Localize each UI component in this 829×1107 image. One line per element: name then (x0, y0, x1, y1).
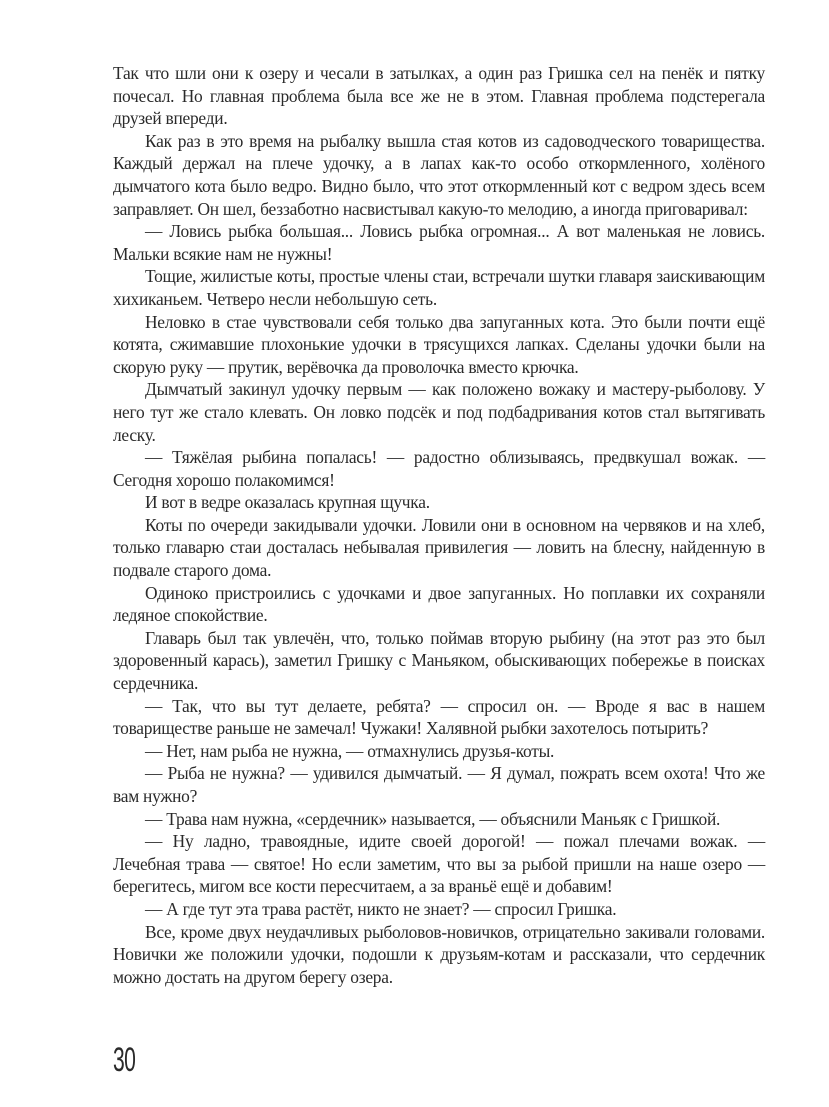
paragraph: — Нет, нам рыба не нужна, — отмахнулись друзья-коты. (145, 740, 555, 761)
page-text-body (113, 62, 765, 988)
paragraph: И вот в ведре оказалась крупная щучка. (145, 492, 430, 513)
paragraph: Как раз в это время на рыбалку вышла стая котов из садоводческого товарищества. Каждый держал на плече удочку, а в лапах как-то особо откормленного, холёного дымчатого кота было ведро. Видно было, что этот откормленный кот с ведром здесь всем заправляет. Он шел, беззаботно насвистывал какую-то мелодию, а иногда приговаривал: (113, 130, 765, 219)
paragraph: Тощие, жилистые коты, простые члены стаи, встречали шутки главаря заискивающим хихиканьем. Четверо несли небольшую сеть. (113, 266, 765, 309)
paragraph: Неловко в стае чувствовали себя только два запуганных кота. Это были почти ещё котята, сжимавшие плохонькие удочки в трясущихся лапках. Сделаны удочки были на скорую руку — прутик, верёвочка да проволочка вместо крючка. (113, 311, 765, 377)
paragraph: — Ловись рыбка большая... Ловись рыбка огромная... А вот маленькая не ловись. Мальки всякие нам не нужны! (113, 221, 765, 264)
paragraph: — Ну ладно, травоядные, идите своей дорогой! — пожал плечами вожак. — Лечебная трава — святое! Но если заметим, что вы за рыбой пришли на наше озеро — берегитесь, мигом все кости пересчитаем, а за враньё ещё и добавим! (113, 831, 765, 897)
paragraph: — Так, что вы тут делаете, ребята? — спросил он. — Вроде я вас в нашем товариществе раньше не замечал! Чужаки! Халявной рыбки захотелось потырить? (113, 695, 765, 739)
paragraph: Все, кроме двух неудачливых рыболовов-новичков, отрицательно закивали головами. Новички же положили удочки, подошли к друзьям-котам и рассказали, что сердечник можно достать на другом берегу озера. (113, 921, 765, 987)
paragraph: Одиноко пристроились с удочками и двое запуганных. Но поплавки их сохраняли ледяное спокойствие. (113, 582, 765, 626)
paragraph: Коты по очереди закидывали удочки. Ловили они в основном на червяков и на хлеб, только главарю стаи досталась небывалая привилегия — ловить на блесну, найденную в подвале старого дома. (113, 514, 765, 581)
paragraph: — А где тут эта трава растёт, никто не знает? — спросил Гришка. (145, 898, 617, 919)
paragraph: — Рыба не нужна? — удивился дымчатый. — Я думал, пожрать всем охота! Что же вам нужно? (113, 763, 765, 806)
paragraph: Дымчатый закинул удочку первым — как положено вожаку и мастеру-рыболову. У него тут же стало клевать. Он ловко подсёк и под подбадривания котов стал вытягивать леску. (113, 379, 765, 445)
paragraph: — Тяжёлая рыбина попалась! — радостно облизываясь, предвкушал вожак. — Сегодня хорошо полакомимся! (113, 447, 765, 490)
page-number: 30 (113, 1041, 136, 1079)
paragraph: — Трава нам нужна, «сердечник» называется, — объяснили Маньяк с Гришкой. (145, 808, 721, 829)
paragraph: Так что шли они к озеру и чесали в затылках, а один раз Гришка сел на пенёк и пятку почесал. Но главная проблема была все же не в этом. Главная проблема подстерегала друзей впереди. (113, 63, 765, 129)
paragraph: Главарь был так увлечён, что, только поймав вторую рыбину (на этот раз это был здоровенный карась), заметил Гришку с Маньяком, обыскивающих побережье в поисках сердечника. (113, 627, 765, 694)
